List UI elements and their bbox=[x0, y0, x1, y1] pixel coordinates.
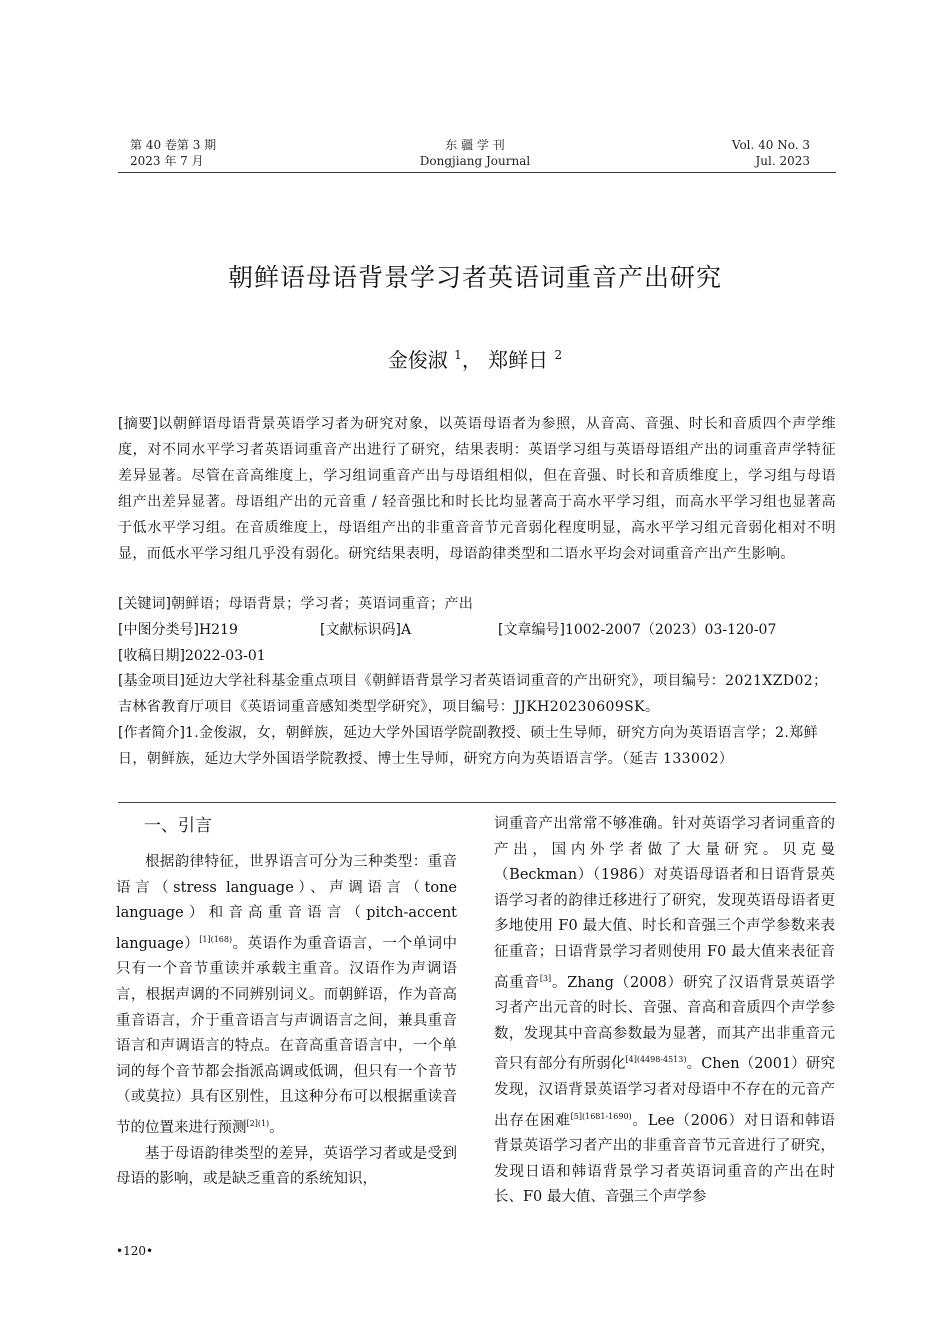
clc-label: [中图分类号] bbox=[118, 622, 199, 638]
abstract-text: 以朝鲜语母语背景英语学习者为研究对象，以英语母语者为参照，从音高、音强、时长和音质四个声学维度，对不同水平学习者英语词重音产出进行了研究，结果表明：英语学习组与英语母语组产出的词重音声学特征差异显著。尽管在音高维度上，学习组词重音产出与母语组相似，但在音强、时长和音质维度上，学习组与母语组产出差异显著。母语组产出的元音重 / 轻音强比和时长比均显著高于高水平学习组，而高水平学习组也显著高于低水平学习组。在音质维度上，母语组产出的非重音音节元音弱化程度明显，高水平学习组元音弱化相对不明显，而低水平学习组几乎没有弱化。研究结果表明，母语韵律类型和二语水平均会对词重音产出产生影响。 bbox=[118, 416, 836, 562]
paragraph-2: 基于母语韵律类型的差异，英语学习者或是受到母语的影响，或是缺乏重音的系统知识， bbox=[116, 1145, 457, 1188]
fund-info bbox=[118, 668, 836, 720]
article-value: 1002-2007（2023）03-120-07 bbox=[564, 622, 777, 638]
paragraph-1-text-a: 根据韵律特征，世界语言可分为三种类型：重音语言（stress language）、声调语言（tone language）和音高重音语言（pitch-accent language） bbox=[116, 854, 457, 952]
doc-code bbox=[320, 617, 411, 643]
clc-value: H219 bbox=[198, 622, 238, 638]
paragraph-continued-text-a: 词重音产出常常不够准确。针对英语学习者词重音的产出，国内外学者做了大量研究。贝克曼（Beckman）（1986）对英语母语者和日语背景英语学习者的韵律迁移进行了研究，发现英语母语者更多地使用 F0 最大值、时长和音强三个声学参数来表征重音；日语背景学习者则使用 F0 最大值来表征音高重音 bbox=[494, 816, 835, 991]
keywords-label: [关键词] bbox=[118, 596, 171, 612]
doc-value: A bbox=[400, 622, 412, 638]
citation-3[interactable]: [3] bbox=[539, 973, 552, 983]
author-bio-label: [作者简介] bbox=[118, 725, 185, 741]
author-bio-text: 1.金俊淑，女，朝鲜族，延边大学外国语学院副教授、硕士生导师，研究方向为英语语言学；2.郑鲜日，朝鲜族，延边大学外国语学院教授、博士生导师，研究方向为英语语言学。（延吉 133002） bbox=[118, 725, 819, 767]
author-separator: ， bbox=[461, 348, 482, 372]
author-2: 郑鲜日 bbox=[488, 348, 549, 372]
volume-issue-en: Vol. 40 No. 3 bbox=[731, 138, 810, 152]
author-2-affiliation: 2 bbox=[554, 348, 563, 362]
received-value: 2022-03-01 bbox=[184, 648, 266, 664]
keywords bbox=[118, 591, 836, 617]
citation-1[interactable]: [1](168) bbox=[199, 934, 233, 944]
fund-label: [基金项目] bbox=[118, 673, 185, 689]
fund-text: 延边大学社科基金重点项目《朝鲜语背景学习者英语词重音的产出研究》，项目编号：2021XZD02；吉林省教育厅项目《英语词重音感知类型学研究》，项目编号：JJKH20230609SK。 bbox=[118, 673, 828, 715]
page-number: •120• bbox=[116, 1244, 154, 1258]
issue-date-en: Jul. 2023 bbox=[755, 154, 810, 168]
body-column-right bbox=[494, 812, 835, 1211]
article-label: [文章编号] bbox=[498, 622, 565, 638]
author-line bbox=[0, 344, 950, 373]
keywords-text: 朝鲜语；母语背景；学习者；英语词重音；产出 bbox=[170, 596, 474, 612]
author-bio bbox=[118, 720, 836, 772]
issue-date: 2023 年 7 月 bbox=[130, 154, 204, 168]
journal-name-cn: 东 疆 学 刊 bbox=[445, 138, 505, 152]
abstract-label: [摘要] bbox=[118, 416, 158, 432]
author-1: 金俊淑 bbox=[387, 348, 448, 372]
paragraph-continued-text-b: 。Zhang（2008）研究了汉语背景英语学习者产出元音的时长、音强、音高和音质四个声学参数，发现其中音高参数最为显著，而其产出非重音元音只有部分有所弱化 bbox=[494, 974, 835, 1073]
volume-issue: 第 40 卷第 3 期 bbox=[130, 138, 217, 152]
abstract bbox=[118, 411, 836, 567]
header-divider bbox=[118, 172, 836, 173]
front-matter-divider bbox=[118, 802, 836, 803]
author-1-affiliation: 1 bbox=[454, 348, 462, 362]
citation-5[interactable]: [5](1681-1690) bbox=[570, 1111, 632, 1121]
body-column-left bbox=[116, 812, 457, 1193]
header-right bbox=[732, 137, 810, 169]
citation-2[interactable]: [2](1) bbox=[246, 1118, 270, 1128]
paper-title: 朝鲜语母语背景学习者英语词重音产出研究 bbox=[227, 263, 722, 292]
citation-4[interactable]: [4](4498-4513) bbox=[625, 1055, 687, 1065]
paragraph-1-text-c: 。 bbox=[269, 1119, 284, 1136]
paragraph-1-text-b: 。英语作为重音语言，一个单词中只有一个音节重读并承载主重音。汉语作为声调语言，根据声调的不同辨别词义。而朝鲜语，作为音高重音语言，介于重音语言与声调语言之间，兼具重音语言和声调语言的特点。在音高重音语言中，一个单词的每个音节都会指派高调或低调，但只有一个音节（或莫拉）具有区别性，且这种分布可以根据重读音节的位置来进行预测 bbox=[116, 935, 458, 1136]
received-label: [收稿日期] bbox=[118, 648, 185, 664]
article-number bbox=[498, 617, 776, 643]
paragraph-1 bbox=[116, 850, 457, 1142]
paragraph-continued-text-c: 。Chen（2001）研究发现，汉语背景英语学习者对母语中不存在的元音产出存在困难 bbox=[494, 1056, 835, 1129]
paragraph-continued-text-d: 。Lee（2006）对日语和韩语背景英语学习者产出的非重音音节元音进行了研究，发现日语和韩语背景学习者英语词重音的产出在时长、F0 最大值、音强三个声学参 bbox=[494, 1112, 835, 1206]
journal-name-en: Dongjiang Journal bbox=[419, 154, 531, 168]
paragraph-continued bbox=[494, 812, 835, 1211]
section-heading: 一、引言 bbox=[144, 816, 212, 836]
received-date bbox=[118, 643, 836, 669]
clc-code bbox=[118, 617, 238, 643]
doc-label: [文献标识码] bbox=[320, 622, 401, 638]
